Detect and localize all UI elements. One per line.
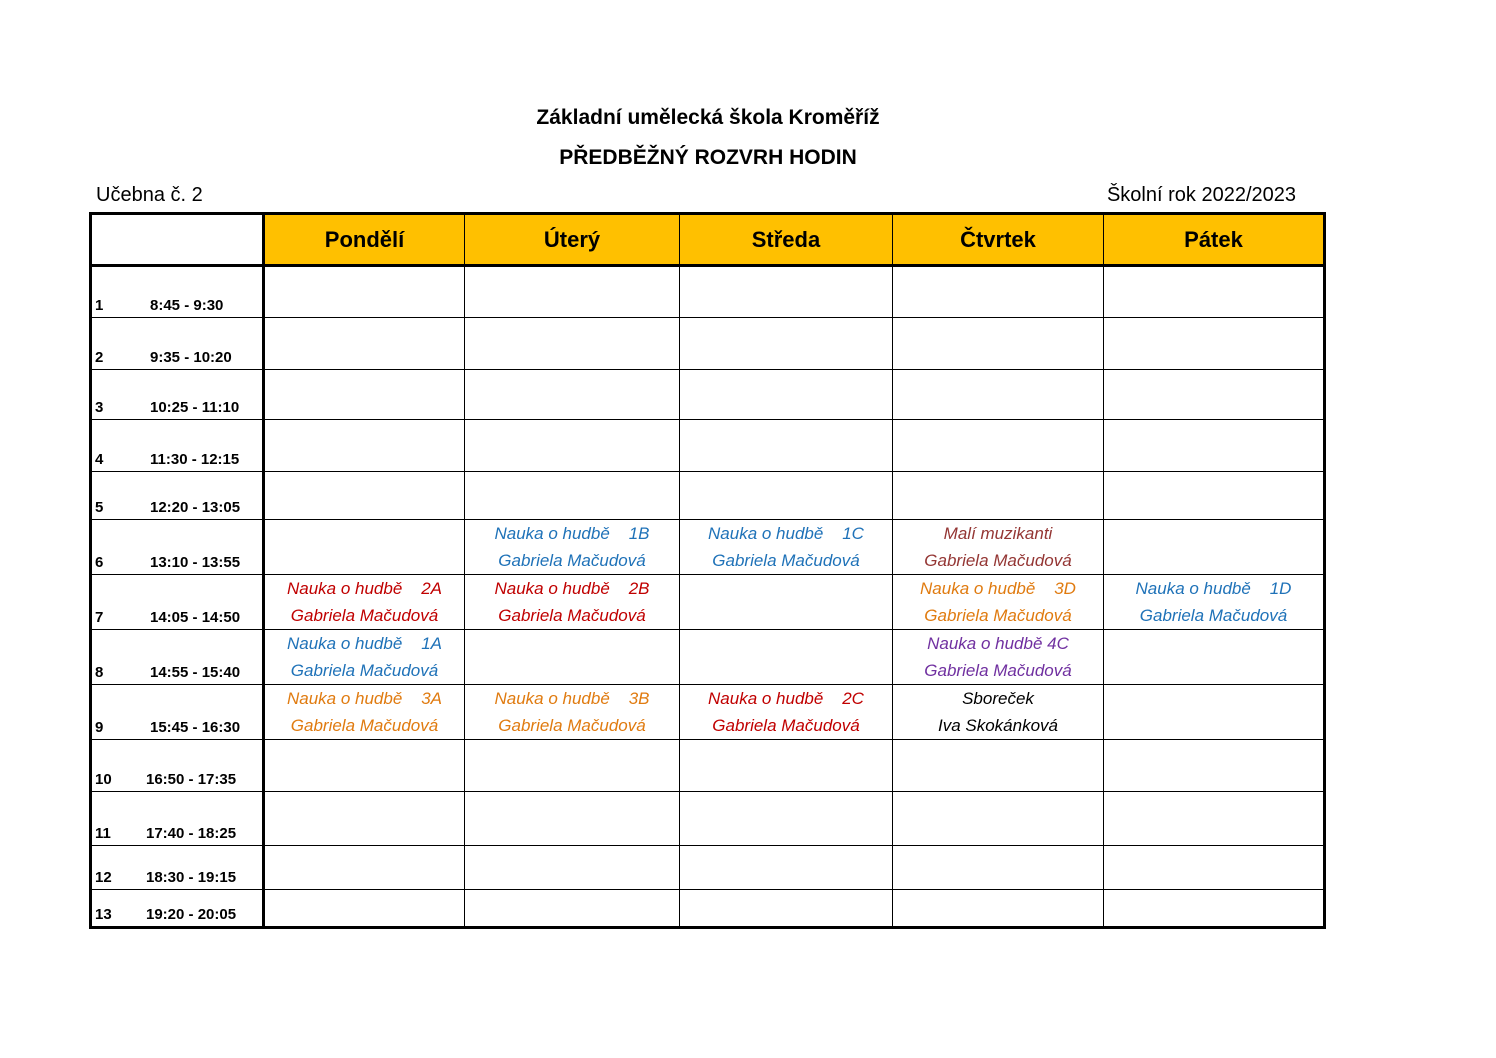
lesson-subject: Nauka o hudbě 3D [920,579,1076,598]
lesson-entry [893,685,1103,739]
lesson-cell-wednesday [680,370,893,420]
lesson-subject: Nauka o hudbě 1D [1135,579,1292,598]
lesson-cell-tuesday [465,370,680,420]
lesson-entry [265,575,464,629]
day-header-monday: Pondělí [264,214,465,266]
period-label [91,472,264,520]
period-label [91,266,264,318]
period-number: 2 [95,349,104,366]
lesson-cell-monday [264,472,465,520]
lesson-entry [893,575,1103,629]
period-label [91,792,264,846]
lesson-teacher: Gabriela Mačudová [924,551,1072,570]
period-row [91,740,1325,792]
period-number: 3 [95,399,104,416]
lesson-cell-friday [1104,575,1325,630]
period-time: 10:25 - 11:10 [150,399,240,416]
timetable [89,212,1326,929]
period-number: 4 [95,451,104,468]
lesson-cell-monday [264,630,465,685]
lesson-cell-monday [264,420,465,472]
page-title: PŘEDBĚŽNÝ ROZVRH HODIN [559,146,857,169]
period-label [91,520,264,575]
lesson-teacher: Gabriela Mačudová [712,716,860,735]
lesson-cell-monday [264,846,465,890]
lesson-cell-wednesday [680,890,893,928]
period-label [91,846,264,890]
period-row [91,846,1325,890]
lesson-entry [680,685,892,739]
lesson-cell-monday [264,575,465,630]
period-label [91,420,264,472]
lesson-cell-thursday [893,890,1104,928]
lesson-cell-monday [264,520,465,575]
period-label [91,370,264,420]
corner-cell [91,214,264,266]
lesson-cell-monday [264,890,465,928]
lesson-cell-wednesday [680,685,893,740]
lesson-cell-tuesday [465,420,680,472]
lesson-teacher: Iva Skokánková [937,716,1058,735]
lesson-cell-thursday [893,318,1104,370]
lesson-teacher: Gabriela Mačudová [290,716,439,735]
lesson-cell-wednesday [680,740,893,792]
period-number: 1 [95,297,104,314]
lesson-cell-monday [264,792,465,846]
lesson-subject: Nauka o hudbě 2A [286,579,442,598]
lesson-cell-wednesday [680,472,893,520]
lesson-cell-tuesday [465,792,680,846]
lesson-entry [893,630,1103,684]
lesson-cell-wednesday [680,575,893,630]
lesson-teacher: Gabriela Mačudová [498,551,646,570]
lesson-cell-monday [264,685,465,740]
period-row [91,685,1325,740]
period-row [91,266,1325,318]
lesson-subject: Nauka o hudbě 4C [927,634,1069,653]
lesson-subject: Nauka o hudbě 1A [286,634,442,653]
lesson-cell-thursday [893,472,1104,520]
period-number: 12 [95,869,112,886]
lesson-teacher: Gabriela Mačudová [924,661,1072,680]
period-label [91,575,264,630]
lesson-subject: Nauka o hudbě 3B [494,689,650,708]
period-time: 14:55 - 15:40 [150,664,241,681]
lesson-cell-monday [264,266,465,318]
lesson-teacher: Gabriela Mačudová [290,606,439,625]
lesson-cell-friday [1104,846,1325,890]
lesson-cell-thursday [893,630,1104,685]
period-time: 14:05 - 14:50 [150,609,241,626]
period-time: 16:50 - 17:35 [146,771,237,788]
lesson-cell-wednesday [680,630,893,685]
lesson-cell-wednesday [680,846,893,890]
period-number: 10 [95,771,112,788]
lesson-entry [465,575,679,629]
lesson-subject: Nauka o hudbě 1C [708,524,864,543]
lesson-entry [465,520,679,574]
lesson-cell-thursday [893,685,1104,740]
lesson-cell-monday [264,740,465,792]
period-number: 6 [95,554,104,571]
lesson-cell-tuesday [465,266,680,318]
period-row [91,890,1325,928]
lesson-cell-thursday [893,575,1104,630]
lesson-cell-wednesday [680,520,893,575]
lesson-cell-friday [1104,630,1325,685]
lesson-cell-tuesday [465,740,680,792]
period-row [91,420,1325,472]
lesson-entry [265,630,464,684]
lesson-cell-monday [264,370,465,420]
lesson-cell-friday [1104,890,1325,928]
day-header-thursday: Čtvrtek [893,214,1104,266]
lesson-entry [893,520,1103,574]
period-time: 8:45 - 9:30 [150,297,224,314]
period-row [91,792,1325,846]
lesson-entry [1104,575,1323,629]
lesson-cell-friday [1104,318,1325,370]
lesson-teacher: Gabriela Mačudová [498,606,646,625]
period-time: 19:20 - 20:05 [146,906,237,923]
period-time: 18:30 - 19:15 [146,869,237,886]
lesson-cell-tuesday [465,318,680,370]
lesson-teacher: Gabriela Mačudová [290,661,439,680]
period-label [91,890,264,928]
lesson-teacher: Gabriela Mačudová [1139,606,1288,625]
lesson-teacher: Gabriela Mačudová [498,716,646,735]
period-row [91,318,1325,370]
period-row [91,630,1325,685]
lesson-subject: Nauka o hudbě 1B [494,524,650,543]
period-time: 9:35 - 10:20 [150,349,232,366]
period-number: 11 [95,825,111,842]
lesson-cell-tuesday [465,472,680,520]
lesson-cell-thursday [893,420,1104,472]
day-header-tuesday: Úterý [465,214,680,266]
lesson-cell-tuesday [465,890,680,928]
period-row [91,472,1325,520]
period-row [91,520,1325,575]
period-time: 12:20 - 13:05 [150,499,241,516]
lesson-subject: Nauka o hudbě 2B [494,579,650,598]
lesson-cell-tuesday [465,630,680,685]
lesson-cell-tuesday [465,685,680,740]
period-label [91,685,264,740]
period-number: 8 [95,664,104,681]
period-time: 15:45 - 16:30 [150,719,241,736]
lesson-subject: Malí muzikanti [943,524,1053,543]
lesson-subject: Nauka o hudbě 2C [708,689,864,708]
period-label [91,740,264,792]
room-label: Učebna č. 2 [96,184,203,206]
lesson-cell-friday [1104,370,1325,420]
lesson-cell-friday [1104,520,1325,575]
lesson-cell-thursday [893,740,1104,792]
lesson-cell-thursday [893,370,1104,420]
timetable-body [91,266,1325,928]
lesson-entry [465,685,679,739]
lesson-entry [680,520,892,574]
lesson-cell-monday [264,318,465,370]
lesson-cell-friday [1104,740,1325,792]
lesson-subject: Nauka o hudbě 3A [286,689,442,708]
lesson-cell-thursday [893,792,1104,846]
day-header-wednesday: Středa [680,214,893,266]
period-number: 13 [95,906,112,923]
period-row [91,575,1325,630]
lesson-subject: Sboreček [962,689,1034,708]
lesson-cell-wednesday [680,318,893,370]
period-number: 9 [95,719,104,736]
lesson-cell-tuesday [465,520,680,575]
lesson-cell-friday [1104,420,1325,472]
period-number: 5 [95,499,104,516]
day-header-friday: Pátek [1104,214,1325,266]
lesson-entry [265,685,464,739]
lesson-cell-friday [1104,472,1325,520]
period-time: 11:30 - 12:15 [150,451,240,468]
lesson-cell-friday [1104,792,1325,846]
period-number: 7 [95,609,104,626]
period-time: 17:40 - 18:25 [146,825,237,842]
lesson-cell-friday [1104,685,1325,740]
school-year-label: Školní rok 2022/2023 [1106,184,1296,206]
lesson-cell-tuesday [465,575,680,630]
lesson-teacher: Gabriela Mačudová [924,606,1072,625]
lesson-cell-tuesday [465,846,680,890]
period-time: 13:10 - 13:55 [150,554,241,571]
period-label [91,318,264,370]
period-row [91,370,1325,420]
day-header-row [91,214,1325,266]
lesson-cell-thursday [893,846,1104,890]
lesson-cell-wednesday [680,792,893,846]
lesson-cell-thursday [893,266,1104,318]
lesson-teacher: Gabriela Mačudová [712,551,860,570]
lesson-cell-wednesday [680,420,893,472]
lesson-cell-wednesday [680,266,893,318]
lesson-cell-thursday [893,520,1104,575]
school-name: Základní umělecká škola Kroměříž [536,106,880,129]
period-label [91,630,264,685]
lesson-cell-friday [1104,266,1325,318]
